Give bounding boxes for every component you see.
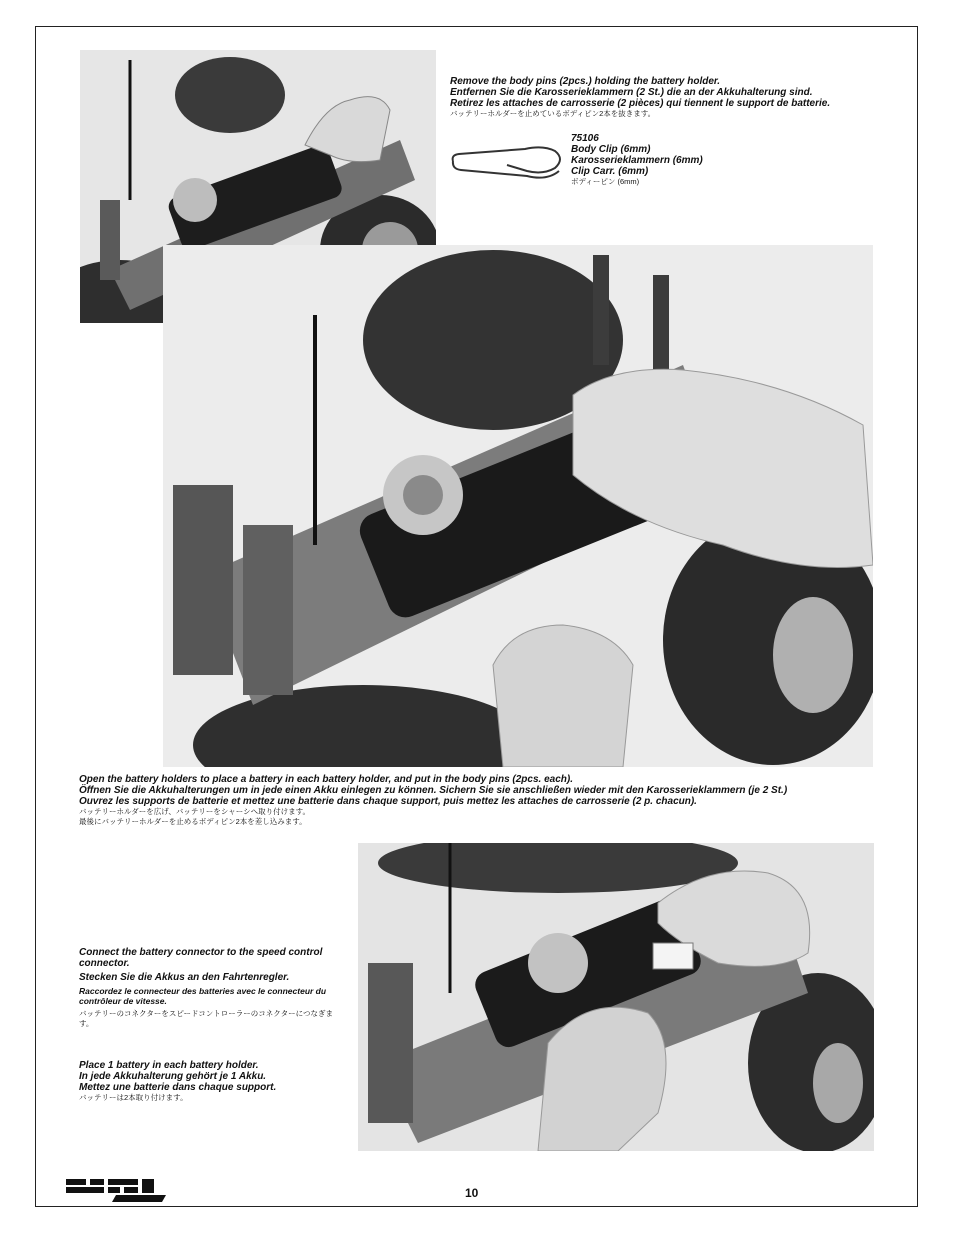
- step3-line-de: Stecken Sie die Akkus an den Fahrtenregler.: [79, 972, 290, 983]
- step2-line-de: Öffnen Sie die Akkuhalterungen um in jede einen Akku einlegen zu können. Sichern Sie sie anschließen wieder mit den Karosserieklammern (je 2 St.): [79, 785, 788, 796]
- step4-line-fr: Mettez une batterie dans chaque support.: [79, 1082, 277, 1093]
- body-clip-illustration: [447, 141, 569, 187]
- step3-text: [79, 947, 341, 1029]
- step2-line-jp-1: バッテリーホルダーを広げ、バッテリーをシャーシへ取り付けます。: [79, 807, 310, 816]
- step1-line-fr: Retirez les attaches de carrosserie (2 pièces) qui tiennent le support de batterie.: [450, 98, 831, 109]
- step1-line-de: Entfernen Sie die Karosserieklammern (2 St.) die an der Akkuhalterung sind.: [450, 87, 813, 98]
- hpi-racing-logo: [66, 1177, 170, 1203]
- photo-connect-battery: [358, 843, 874, 1151]
- part-name-en: Body Clip (6mm): [571, 144, 651, 155]
- page-number: 10: [465, 1186, 479, 1200]
- step4-line-de: In jede Akkuhalterung gehört je 1 Akku.: [79, 1071, 267, 1082]
- step2-line-jp-2: 最後にバッテリーホルダーを止めるボディピン2本を差し込みます。: [79, 817, 307, 826]
- photo-open-battery-holders: [163, 245, 873, 767]
- part-info: [571, 133, 703, 187]
- step2-line-fr: Ouvrez les supports de batterie et mettez une batterie dans chaque support, puis mettez les attaches de carrosserie (2 p. chacun).: [79, 796, 697, 807]
- step3-line-jp: バッテリーのコネクターをスピードコントローラーのコネクターにつなぎます。: [79, 1009, 333, 1028]
- step3-line-en: Connect the battery connector to the speed control connector.: [79, 947, 323, 969]
- step4-line-jp: バッテリーは2本取り付けます。: [79, 1093, 188, 1102]
- step3-line-fr: Raccordez le connecteur des batteries avec le connecteur du contrôleur de vitesse.: [79, 986, 327, 1006]
- step1-line-jp: バッテリーホルダーを止めているボディピン2本を抜きます。: [450, 109, 656, 118]
- step4-line-en: Place 1 battery in each battery holder.: [79, 1060, 259, 1071]
- part-number: 75106: [571, 133, 599, 144]
- part-name-fr: Clip Carr. (6mm): [571, 166, 649, 177]
- part-name-jp: ボディーピン (6mm): [571, 177, 640, 186]
- step4-text: [79, 1060, 276, 1103]
- step2-text: [79, 774, 787, 827]
- part-name-de: Karosserieklammern (6mm): [571, 155, 703, 166]
- step2-line-en: Open the battery holders to place a battery in each battery holder, and put in the body pins (2pcs. each).: [79, 774, 573, 785]
- step1-line-en: Remove the body pins (2pcs.) holding the battery holder.: [450, 76, 721, 87]
- step1-text: [450, 76, 830, 119]
